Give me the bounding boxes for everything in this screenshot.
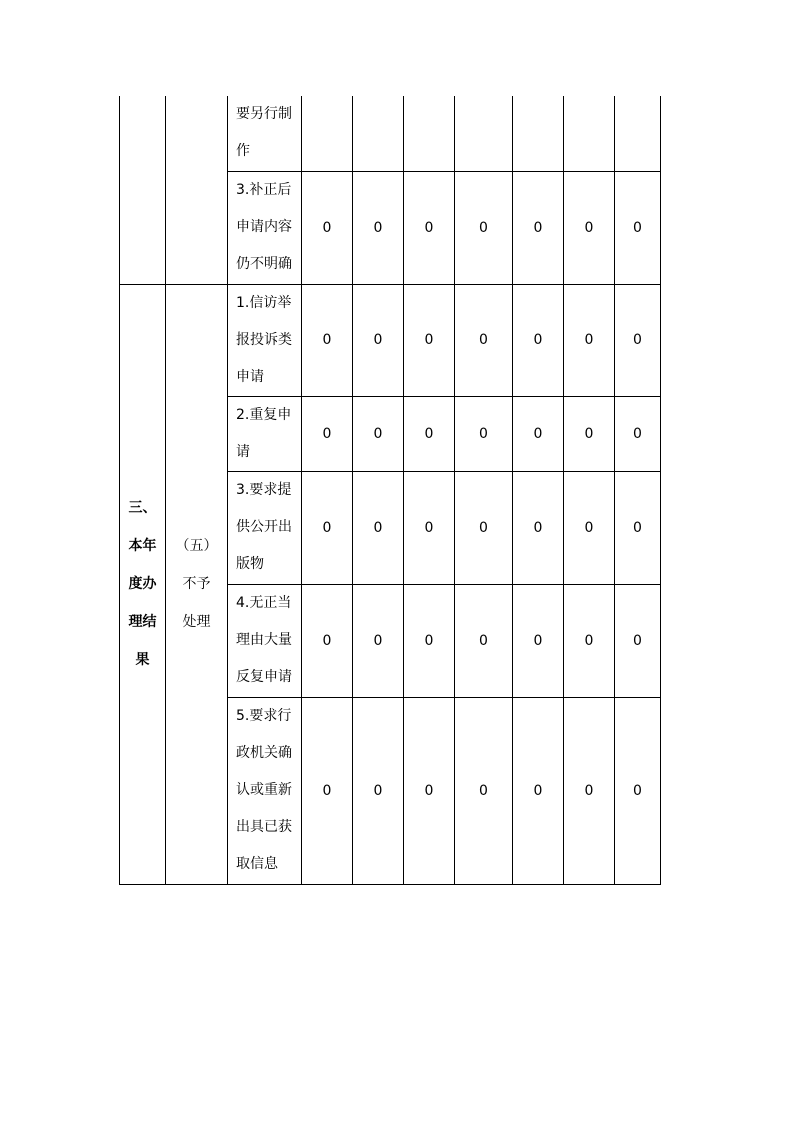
row-label bbox=[228, 284, 302, 396]
row-label bbox=[228, 471, 302, 584]
value-cell: 0 bbox=[455, 471, 513, 584]
section-heading-line: 理结 bbox=[128, 614, 157, 630]
value-cell: 0 bbox=[455, 697, 513, 884]
previous-subsection-cell bbox=[166, 96, 228, 284]
value-cell: 0 bbox=[615, 584, 661, 697]
value-cell bbox=[615, 96, 661, 171]
value-cell: 0 bbox=[455, 284, 513, 396]
row-label-line: 反复申请 bbox=[236, 669, 292, 685]
section-heading-line: 本年 bbox=[128, 538, 157, 554]
value-cell: 0 bbox=[404, 284, 455, 396]
row-label-line: 4.无正当 bbox=[236, 595, 292, 611]
section-heading bbox=[120, 284, 166, 884]
section-heading-line: 度办 bbox=[128, 576, 157, 592]
value-cell bbox=[302, 96, 353, 171]
value-cell: 0 bbox=[353, 396, 404, 471]
row-label bbox=[228, 396, 302, 471]
row-label-line: 请 bbox=[236, 443, 250, 460]
row-label bbox=[228, 96, 302, 171]
value-cell: 0 bbox=[404, 471, 455, 584]
value-cell: 0 bbox=[615, 697, 661, 884]
value-cell: 0 bbox=[302, 697, 353, 884]
row-label-line: 供公开出 bbox=[236, 519, 292, 535]
value-cell bbox=[404, 96, 455, 171]
value-cell: 0 bbox=[513, 697, 564, 884]
value-cell: 0 bbox=[302, 171, 353, 284]
row-label-line: 要另行制 bbox=[236, 106, 292, 123]
subsection-heading-line: 不予 bbox=[182, 576, 211, 592]
row-label bbox=[228, 584, 302, 697]
value-cell: 0 bbox=[404, 171, 455, 284]
row-label bbox=[228, 171, 302, 284]
value-cell: 0 bbox=[302, 396, 353, 471]
value-cell: 0 bbox=[564, 171, 615, 284]
value-cell: 0 bbox=[513, 284, 564, 396]
value-cell: 0 bbox=[353, 284, 404, 396]
value-cell: 0 bbox=[564, 697, 615, 884]
row-label-line: 出具已获 bbox=[236, 819, 292, 835]
row-label-line: 政机关确 bbox=[236, 745, 292, 761]
row-label-line: 3.要求提 bbox=[236, 482, 292, 498]
value-cell: 0 bbox=[564, 284, 615, 396]
row-label-line: 3.补正后 bbox=[236, 182, 292, 198]
value-cell: 0 bbox=[353, 584, 404, 697]
previous-section-cell bbox=[120, 96, 166, 284]
row-label-line: 报投诉类 bbox=[236, 331, 292, 348]
subsection-heading-line: （五） bbox=[175, 538, 218, 554]
value-cell bbox=[353, 96, 404, 171]
value-cell: 0 bbox=[615, 284, 661, 396]
value-cell: 0 bbox=[564, 584, 615, 697]
row-label-line: 1.信访举 bbox=[236, 294, 292, 311]
value-cell: 0 bbox=[615, 396, 661, 471]
value-cell: 0 bbox=[513, 171, 564, 284]
value-cell: 0 bbox=[404, 697, 455, 884]
value-cell: 0 bbox=[455, 584, 513, 697]
value-cell: 0 bbox=[404, 396, 455, 471]
row-label bbox=[228, 697, 302, 884]
table-row bbox=[120, 96, 661, 171]
value-cell bbox=[513, 96, 564, 171]
value-cell: 0 bbox=[513, 584, 564, 697]
row-label-line: 申请 bbox=[236, 368, 264, 385]
row-label-line: 5.要求行 bbox=[236, 708, 292, 724]
value-cell: 0 bbox=[302, 584, 353, 697]
value-cell: 0 bbox=[513, 471, 564, 584]
value-cell: 0 bbox=[455, 171, 513, 284]
value-cell bbox=[564, 96, 615, 171]
value-cell: 0 bbox=[302, 471, 353, 584]
row-label-line: 作 bbox=[236, 143, 250, 160]
row-label-line: 理由大量 bbox=[236, 632, 292, 648]
value-cell: 0 bbox=[302, 284, 353, 396]
row-label-line: 申请内容 bbox=[236, 219, 292, 235]
disclosure-report-table bbox=[119, 96, 661, 885]
value-cell: 0 bbox=[564, 471, 615, 584]
value-cell: 0 bbox=[404, 584, 455, 697]
value-cell: 0 bbox=[615, 171, 661, 284]
section-heading-line: 三、 bbox=[128, 500, 157, 516]
value-cell: 0 bbox=[455, 396, 513, 471]
subsection-heading-line: 处理 bbox=[182, 614, 211, 630]
value-cell: 0 bbox=[513, 396, 564, 471]
subsection-heading bbox=[166, 284, 228, 884]
table-row bbox=[120, 284, 661, 396]
value-cell: 0 bbox=[353, 171, 404, 284]
value-cell: 0 bbox=[564, 396, 615, 471]
row-label-line: 仍不明确 bbox=[236, 256, 292, 272]
row-label-line: 取信息 bbox=[236, 856, 278, 872]
value-cell bbox=[455, 96, 513, 171]
value-cell: 0 bbox=[615, 471, 661, 584]
row-label-line: 2.重复申 bbox=[236, 406, 292, 423]
section-heading-line: 果 bbox=[135, 652, 150, 668]
row-label-line: 版物 bbox=[236, 556, 264, 572]
value-cell: 0 bbox=[353, 697, 404, 884]
row-label-line: 认或重新 bbox=[236, 782, 292, 798]
value-cell: 0 bbox=[353, 471, 404, 584]
